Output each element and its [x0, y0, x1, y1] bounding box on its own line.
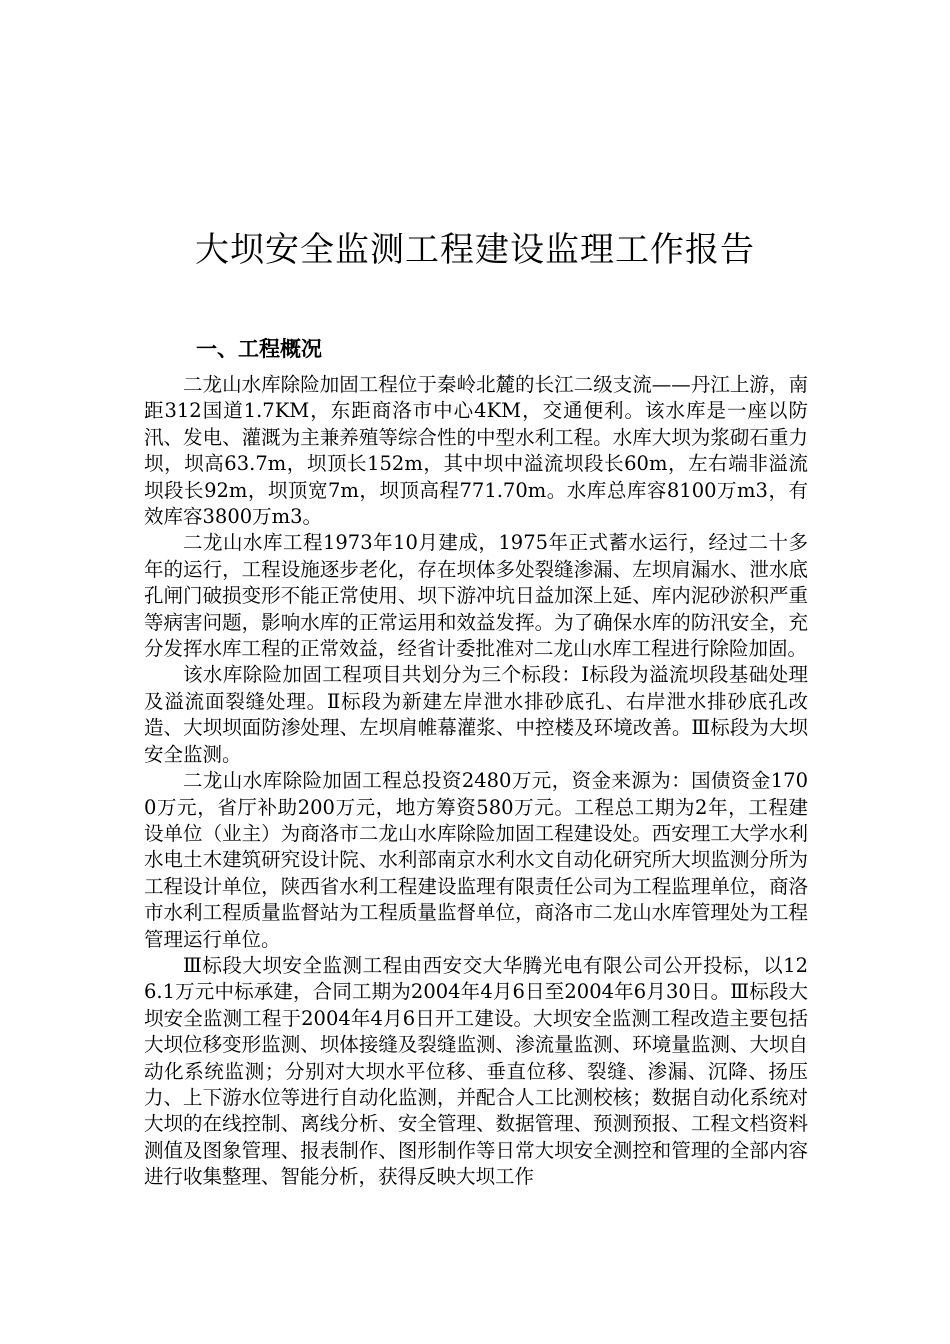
- paragraph-investment: 二龙山水库除险加固工程总投资2480万元，资金来源为：国债资金1700万元，省厅补助200万元，地方筹资580万元。工程总工期为2年，工程建设单位（业主）为商洛市二龙山水库除险加固工程建设处。西安理工大学水利水电土木建筑研究设计院、水利部南京水利水文自动化研究所大坝监测分所为工程设计单位，陕西省水利工程建设监理有限责任公司为工程监理单位，商洛市水利工程质量监督站为工程质量监督单位，商洛市二龙山水库管理处为工程管理运行单位。: [144, 769, 808, 951]
- paragraph-location: 二龙山水库除险加固工程位于秦岭北麓的长江二级支流——丹江上游，南距312国道1.7KM，东距商洛市中心4KM，交通便利。该水库是一座以防汛、发电、灌溉为主兼养殖等综合性的中型水利工程。水库大坝为浆砌石重力坝，坝高63.7m，坝顶长152m，其中坝中溢流坝段长60m，左右端非溢流坝段长92m，坝顶宽7m，坝顶高程771.70m。水库总库容8100万m3，有效库容3800万m3。: [144, 373, 808, 529]
- document-title: 大坝安全监测工程建设监理工作报告: [195, 230, 755, 270]
- section-heading: 一、工程概况: [196, 337, 322, 361]
- paragraph-sections: 该水库除险加固工程项目共划分为三个标段：Ⅰ标段为溢流坝段基础处理及溢流面裂缝处理。Ⅱ标段为新建左岸泄水排砂底孔、右岸泄水排砂底孔改造、大坝坝面防渗处理、左坝肩帷幕灌浆、中控楼及环境改善。Ⅲ标段为大坝安全监测。: [144, 663, 808, 766]
- paragraph-history: 二龙山水库工程1973年10月建成，1975年正式蓄水运行，经过二十多年的运行，工程设施逐步老化，存在坝体多处裂缝渗漏、左坝肩漏水、泄水底孔闸门破损变形不能正常使用、坝下游冲坑日益加深上延、库内泥砂淤积严重等病害问题，影响水库的正常运用和效益发挥。为了确保水库的防汛安全，充分发挥水库工程的正常效益，经省计委批准对二龙山水库工程进行除险加固。: [144, 531, 808, 661]
- body-text: [144, 372, 808, 1191]
- paragraph-monitoring: Ⅲ标段大坝安全监测工程由西安交大华腾光电有限公司公开投标，以126.1万元中标承建，合同工期为2004年4月6日至2004年6月30日。Ⅲ标段大坝安全监测工程于2004年4月6日开工建设。大坝安全监测工程改造主要包括大坝位移变形监测、坝体接缝及裂缝监测、渗流量监测、环境量监测、大坝自动化系统监测；分别对大坝水平位移、垂直位移、裂缝、渗漏、沉降、扬压力、上下游水位等进行自动化监测，并配合人工比测校核；数据自动化系统对大坝的在线控制、离线分析、安全管理、数据管理、预测预报、工程文档资料测值及图象管理、报表制作、图形制作等日常大坝安全测控和管理的全部内容进行收集整理、智能分析，获得反映大坝工作: [144, 953, 808, 1189]
